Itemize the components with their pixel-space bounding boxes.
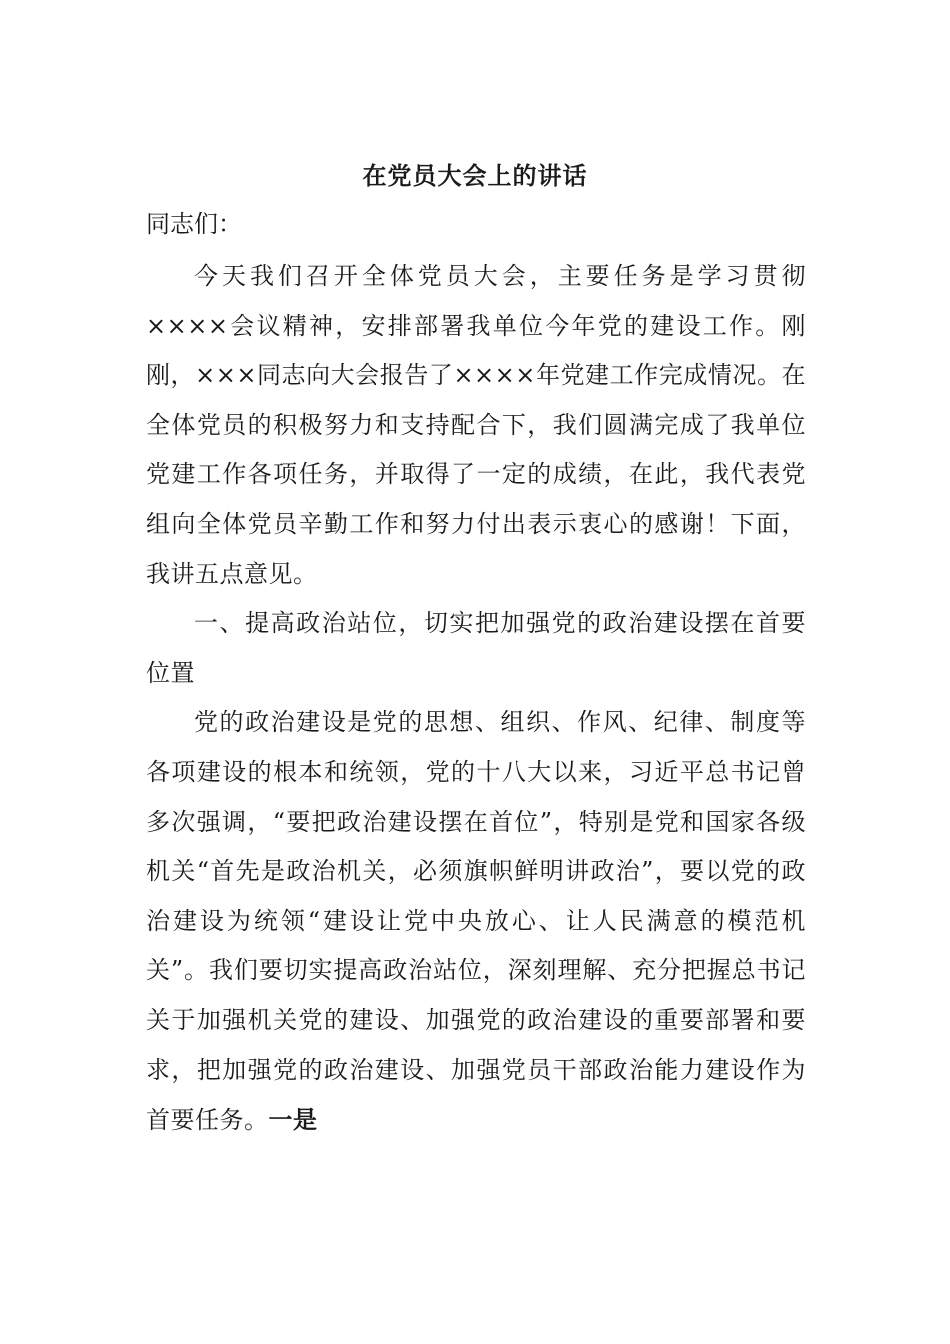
enumeration-marker: 一是 xyxy=(268,1105,318,1135)
paragraph-section-1 xyxy=(146,698,806,1145)
document-body xyxy=(146,252,806,1146)
salutation: 同志们： xyxy=(146,210,242,238)
paragraph-intro: 今天我们召开全体党员大会，主要任务是学习贯彻××××会议精神，安排部署我单位今年党的建设工作。刚刚，×××同志向大会报告了××××年党建工作完成情况。在全体党员的积极努力和支持配合下，我们圆满完成了我单位党建工作各项任务，并取得了一定的成绩，在此，我代表党组向全体党员辛勤工作和努力付出表示衷心的感谢！下面，我讲五点意见。 xyxy=(146,262,806,588)
paragraph-section-1-text: 党的政治建设是党的思想、组织、作风、纪律、制度等各项建设的根本和统领，党的十八大以来，习近平总书记曾多次强调，“要把政治建设摆在首位”，特别是党和国家各级机关“首先是政治机关，必须旗帜鲜明讲政治”，要以党的政治建设为统领“建设让党中央放心、让人民满意的模范机关”。我们要切实提高政治站位，深刻理解、充分把握总书记关于加强机关党的建设、加强党的政治建设的重要部署和要求，把加强党的政治建设、加强党员干部政治能力建设作为首要任务。 xyxy=(146,708,806,1135)
section-heading-1: 一、提高政治站位，切实把加强党的政治建设摆在首要位置 xyxy=(146,609,806,687)
document-title: 在党员大会上的讲话 xyxy=(362,161,588,190)
